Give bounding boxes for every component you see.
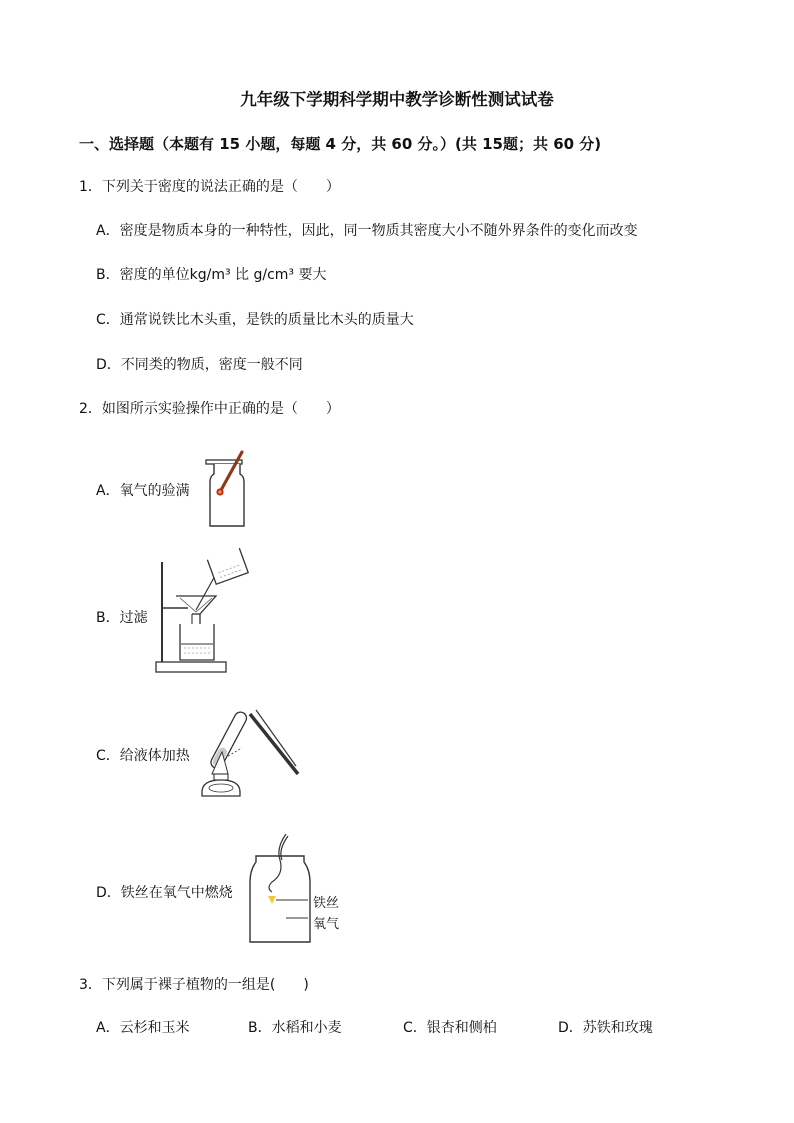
question-3-stem: 3．下列属于裸子植物的一组是( ) xyxy=(79,977,309,993)
question-3-option-b: B．水稻和小麦 xyxy=(248,1020,342,1036)
figure-label-iron-wire: 铁丝 xyxy=(313,896,340,911)
question-2-option-c: C．给液体加热 xyxy=(96,748,190,764)
iron-wire-burning-figure xyxy=(246,830,316,945)
question-2-stem: 2．如图所示实验操作中正确的是（ ） xyxy=(79,401,340,417)
page-title: 九年级下学期科学期中教学诊断性测试试卷 xyxy=(240,90,554,109)
question-2-option-a: A．氧气的验满 xyxy=(96,483,190,499)
question-1-stem: 1．下列关于密度的说法正确的是（ ） xyxy=(79,179,340,195)
question-2-option-b: B．过滤 xyxy=(96,610,148,626)
question-1-option-a: A．密度是物质本身的一种特性，因此，同一物质其密度大小不随外界条件的变化而改变 xyxy=(96,223,638,239)
question-1-option-b: B．密度的单位kg/m³ 比 g/cm³ 要大 xyxy=(96,267,327,283)
question-1-option-d: D．不同类的物质，密度一般不同 xyxy=(96,357,303,373)
question-3-option-a: A．云杉和玉米 xyxy=(96,1020,190,1036)
heating-liquid-figure xyxy=(194,700,304,810)
question-1-option-c: C．通常说铁比木头重，是铁的质量比木头的质量大 xyxy=(96,312,414,328)
question-2-option-d: D．铁丝在氧气中燃烧 xyxy=(96,885,233,901)
question-3-option-c: C．银杏和侧柏 xyxy=(403,1020,497,1036)
question-3-option-d: D．苏铁和玫瑰 xyxy=(558,1020,653,1036)
figure-label-oxygen: 氧气 xyxy=(313,917,340,932)
filtration-figure xyxy=(154,548,254,678)
oxygen-full-test-figure xyxy=(202,450,254,530)
section-heading: 一、选择题（本题有 15 小题，每题 4 分，共 60 分。）(共 15题；共 60 分) xyxy=(79,135,602,153)
